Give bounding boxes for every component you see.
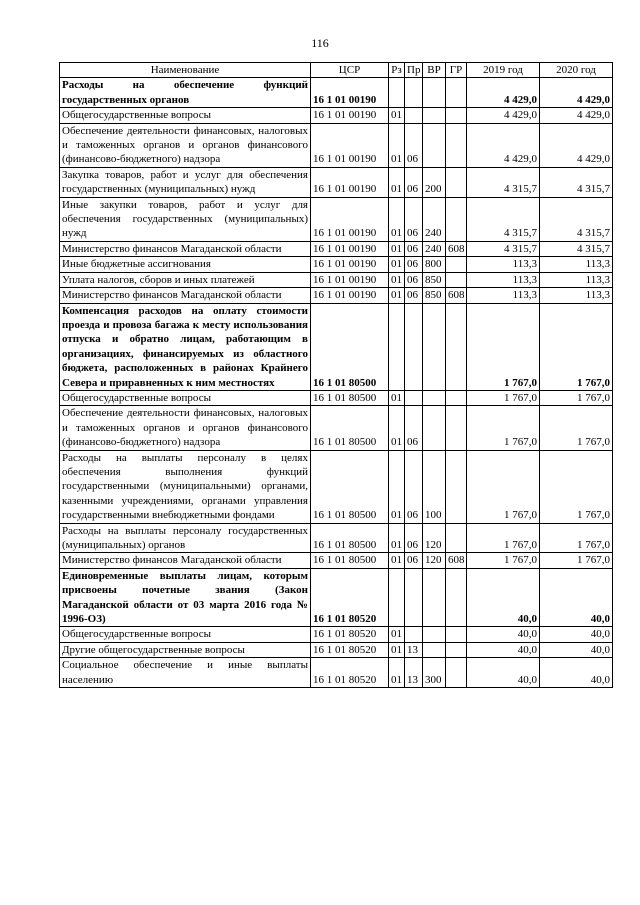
- column-header-2020: 2020 год: [540, 63, 613, 78]
- row-vr: [423, 78, 446, 108]
- row-rz: 01: [389, 627, 405, 642]
- row-rz: 01: [389, 108, 405, 123]
- row-pr: [405, 627, 423, 642]
- row-vr: 300: [423, 658, 446, 688]
- row-amount-2019: 1 767,0: [467, 523, 540, 553]
- row-pr: 06: [405, 523, 423, 553]
- row-amount-2020: 40,0: [540, 627, 613, 642]
- row-vr: 120: [423, 523, 446, 553]
- row-rz: 01: [389, 553, 405, 568]
- row-gr: [446, 627, 467, 642]
- row-gr: [446, 568, 467, 627]
- row-pr: 06: [405, 197, 423, 241]
- row-amount-2020: 4 429,0: [540, 108, 613, 123]
- table-row: [60, 568, 613, 627]
- row-pr: 06: [405, 123, 423, 167]
- table-row: [60, 390, 613, 405]
- row-amount-2019: 113,3: [467, 272, 540, 287]
- row-rz: 01: [389, 123, 405, 167]
- row-rz: [389, 568, 405, 627]
- row-name: Расходы на выплаты персоналу государственных (муниципальных) органов: [60, 523, 311, 553]
- row-name: Министерство финансов Магаданской области: [60, 553, 311, 568]
- row-gr: [446, 197, 467, 241]
- table-row: [60, 303, 613, 390]
- row-gr: [446, 303, 467, 390]
- row-vr: 240: [423, 197, 446, 241]
- table-row: [60, 450, 613, 523]
- row-pr: [405, 390, 423, 405]
- row-amount-2020: 40,0: [540, 642, 613, 657]
- row-vr: 200: [423, 167, 446, 197]
- row-gr: [446, 78, 467, 108]
- row-name: Закупка товаров, работ и услуг для обеспечения государственных (муниципальных) нужд: [60, 167, 311, 197]
- row-name: Уплата налогов, сборов и иных платежей: [60, 272, 311, 287]
- row-csr: 16 1 01 00190: [311, 167, 389, 197]
- row-rz: 01: [389, 197, 405, 241]
- row-rz: 01: [389, 288, 405, 303]
- row-pr: 13: [405, 658, 423, 688]
- row-rz: 01: [389, 450, 405, 523]
- row-name: Обеспечение деятельности финансовых, налоговых и таможенных органов и органов финансового (финансово-бюджетного) надзора: [60, 406, 311, 450]
- row-csr: 16 1 01 80500: [311, 450, 389, 523]
- row-name: Иные бюджетные ассигнования: [60, 257, 311, 272]
- row-amount-2019: 40,0: [467, 642, 540, 657]
- row-csr: 16 1 01 00190: [311, 197, 389, 241]
- row-csr: 16 1 01 00190: [311, 241, 389, 256]
- row-amount-2019: 4 429,0: [467, 78, 540, 108]
- row-name: Иные закупки товаров, работ и услуг для обеспечения государственных (муниципальных) нужд: [60, 197, 311, 241]
- row-rz: 01: [389, 523, 405, 553]
- row-amount-2019: 4 429,0: [467, 108, 540, 123]
- row-pr: 13: [405, 642, 423, 657]
- table-row: [60, 406, 613, 450]
- page-number: 116: [311, 36, 329, 50]
- row-csr: 16 1 01 00190: [311, 272, 389, 287]
- row-gr: [446, 257, 467, 272]
- row-gr: [446, 642, 467, 657]
- row-name: Общегосударственные вопросы: [60, 390, 311, 405]
- column-header-pr: Пр: [405, 63, 423, 78]
- row-name: Министерство финансов Магаданской области: [60, 288, 311, 303]
- row-pr: 06: [405, 553, 423, 568]
- column-header-vr: ВР: [423, 63, 446, 78]
- row-amount-2019: 113,3: [467, 257, 540, 272]
- row-vr: 800: [423, 257, 446, 272]
- row-vr: 100: [423, 450, 446, 523]
- row-name: Единовременные выплаты лицам, которым присвоены почетные звания (Закон Магаданской области от 03 марта 2016 года № 1996-ОЗ): [60, 568, 311, 627]
- row-amount-2019: 1 767,0: [467, 406, 540, 450]
- row-rz: 01: [389, 241, 405, 256]
- row-csr: 16 1 01 00190: [311, 123, 389, 167]
- row-vr: 240: [423, 241, 446, 256]
- column-header-csr: ЦСР: [311, 63, 389, 78]
- table-header-row: [60, 63, 613, 78]
- row-amount-2020: 1 767,0: [540, 553, 613, 568]
- row-gr: [446, 658, 467, 688]
- row-gr: [446, 108, 467, 123]
- row-name: Компенсация расходов на оплату стоимости проезда и провоза багажа к месту использования отпуска и обратно лицам, работающим в организациях, финансируемых из областного бюджета, расположенных в районах Крайнего Севера и приравненных к ним местностях: [60, 303, 311, 390]
- row-amount-2019: 4 429,0: [467, 123, 540, 167]
- table-body: [60, 78, 613, 688]
- row-csr: 16 1 01 80520: [311, 627, 389, 642]
- row-rz: 01: [389, 257, 405, 272]
- row-gr: [446, 406, 467, 450]
- row-pr: [405, 568, 423, 627]
- row-amount-2020: 1 767,0: [540, 523, 613, 553]
- row-pr: 06: [405, 257, 423, 272]
- row-csr: 16 1 01 80500: [311, 523, 389, 553]
- row-amount-2019: 113,3: [467, 288, 540, 303]
- row-amount-2020: 113,3: [540, 288, 613, 303]
- row-rz: 01: [389, 272, 405, 287]
- row-vr: [423, 123, 446, 167]
- table-row: [60, 78, 613, 108]
- row-amount-2020: 40,0: [540, 658, 613, 688]
- row-rz: [389, 78, 405, 108]
- row-vr: [423, 303, 446, 390]
- budget-table: [59, 62, 613, 688]
- row-csr: 16 1 01 80500: [311, 406, 389, 450]
- table-row: [60, 272, 613, 287]
- table-row: [60, 523, 613, 553]
- row-gr: [446, 123, 467, 167]
- row-amount-2020: 4 315,7: [540, 167, 613, 197]
- row-amount-2019: 1 767,0: [467, 390, 540, 405]
- row-amount-2020: 1 767,0: [540, 390, 613, 405]
- column-header-gr: ГР: [446, 63, 467, 78]
- row-rz: 01: [389, 658, 405, 688]
- row-vr: [423, 406, 446, 450]
- row-name: Общегосударственные вопросы: [60, 627, 311, 642]
- row-amount-2019: 4 315,7: [467, 167, 540, 197]
- row-amount-2019: 1 767,0: [467, 450, 540, 523]
- row-csr: 16 1 01 80500: [311, 303, 389, 390]
- row-gr: 608: [446, 553, 467, 568]
- row-rz: 01: [389, 167, 405, 197]
- column-header-rz: Рз: [389, 63, 405, 78]
- row-csr: 16 1 01 80500: [311, 553, 389, 568]
- row-rz: 01: [389, 642, 405, 657]
- row-amount-2020: 1 767,0: [540, 406, 613, 450]
- table-row: [60, 288, 613, 303]
- row-gr: [446, 272, 467, 287]
- row-pr: 06: [405, 288, 423, 303]
- row-pr: 06: [405, 167, 423, 197]
- row-gr: 608: [446, 288, 467, 303]
- row-amount-2019: 4 315,7: [467, 197, 540, 241]
- row-pr: [405, 108, 423, 123]
- row-csr: 16 1 01 00190: [311, 288, 389, 303]
- row-amount-2019: 40,0: [467, 568, 540, 627]
- row-amount-2020: 4 315,7: [540, 241, 613, 256]
- row-amount-2020: 4 315,7: [540, 197, 613, 241]
- row-pr: [405, 303, 423, 390]
- row-csr: 16 1 01 80520: [311, 568, 389, 627]
- row-csr: 16 1 01 00190: [311, 108, 389, 123]
- row-amount-2020: 1 767,0: [540, 450, 613, 523]
- row-amount-2020: 4 429,0: [540, 78, 613, 108]
- row-vr: 850: [423, 272, 446, 287]
- row-amount-2020: 4 429,0: [540, 123, 613, 167]
- row-amount-2019: 1 767,0: [467, 303, 540, 390]
- row-rz: [389, 303, 405, 390]
- row-amount-2020: 113,3: [540, 272, 613, 287]
- row-gr: [446, 390, 467, 405]
- row-csr: 16 1 01 00190: [311, 257, 389, 272]
- row-pr: [405, 78, 423, 108]
- row-name: Обеспечение деятельности финансовых, налоговых и таможенных органов и органов финансового (финансово-бюджетного) надзора: [60, 123, 311, 167]
- row-amount-2019: 1 767,0: [467, 553, 540, 568]
- row-amount-2020: 113,3: [540, 257, 613, 272]
- row-amount-2020: 40,0: [540, 568, 613, 627]
- row-gr: [446, 450, 467, 523]
- table-row: [60, 197, 613, 241]
- row-gr: [446, 167, 467, 197]
- row-name: Социальное обеспечение и иные выплаты населению: [60, 658, 311, 688]
- row-pr: 06: [405, 450, 423, 523]
- row-csr: 16 1 01 80520: [311, 658, 389, 688]
- row-vr: [423, 108, 446, 123]
- row-rz: 01: [389, 406, 405, 450]
- table-row: [60, 123, 613, 167]
- row-csr: 16 1 01 00190: [311, 78, 389, 108]
- row-gr: 608: [446, 241, 467, 256]
- column-header-name: Наименование: [60, 63, 311, 78]
- row-vr: [423, 390, 446, 405]
- table-row: [60, 167, 613, 197]
- table-row: [60, 241, 613, 256]
- row-name: Общегосударственные вопросы: [60, 108, 311, 123]
- row-amount-2019: 40,0: [467, 627, 540, 642]
- row-amount-2020: 1 767,0: [540, 303, 613, 390]
- row-pr: 06: [405, 406, 423, 450]
- row-amount-2019: 4 315,7: [467, 241, 540, 256]
- table-row: [60, 627, 613, 642]
- table-row: [60, 642, 613, 657]
- row-csr: 16 1 01 80500: [311, 390, 389, 405]
- table-row: [60, 257, 613, 272]
- row-csr: 16 1 01 80520: [311, 642, 389, 657]
- row-vr: 850: [423, 288, 446, 303]
- table-row: [60, 553, 613, 568]
- row-pr: 06: [405, 241, 423, 256]
- table-row: [60, 658, 613, 688]
- row-name: Министерство финансов Магаданской области: [60, 241, 311, 256]
- row-name: Расходы на обеспечение функций государственных органов: [60, 78, 311, 108]
- row-vr: [423, 627, 446, 642]
- row-amount-2019: 40,0: [467, 658, 540, 688]
- row-vr: [423, 642, 446, 657]
- row-name: Расходы на выплаты персоналу в целях обеспечения выполнения функций государственными (муниципальными) органами, казенными учреждениями, органами управления государственными внебюджетными фондами: [60, 450, 311, 523]
- row-vr: [423, 568, 446, 627]
- column-header-2019: 2019 год: [467, 63, 540, 78]
- row-pr: 06: [405, 272, 423, 287]
- row-gr: [446, 523, 467, 553]
- table-row: [60, 108, 613, 123]
- row-name: Другие общегосударственные вопросы: [60, 642, 311, 657]
- row-vr: 120: [423, 553, 446, 568]
- row-rz: 01: [389, 390, 405, 405]
